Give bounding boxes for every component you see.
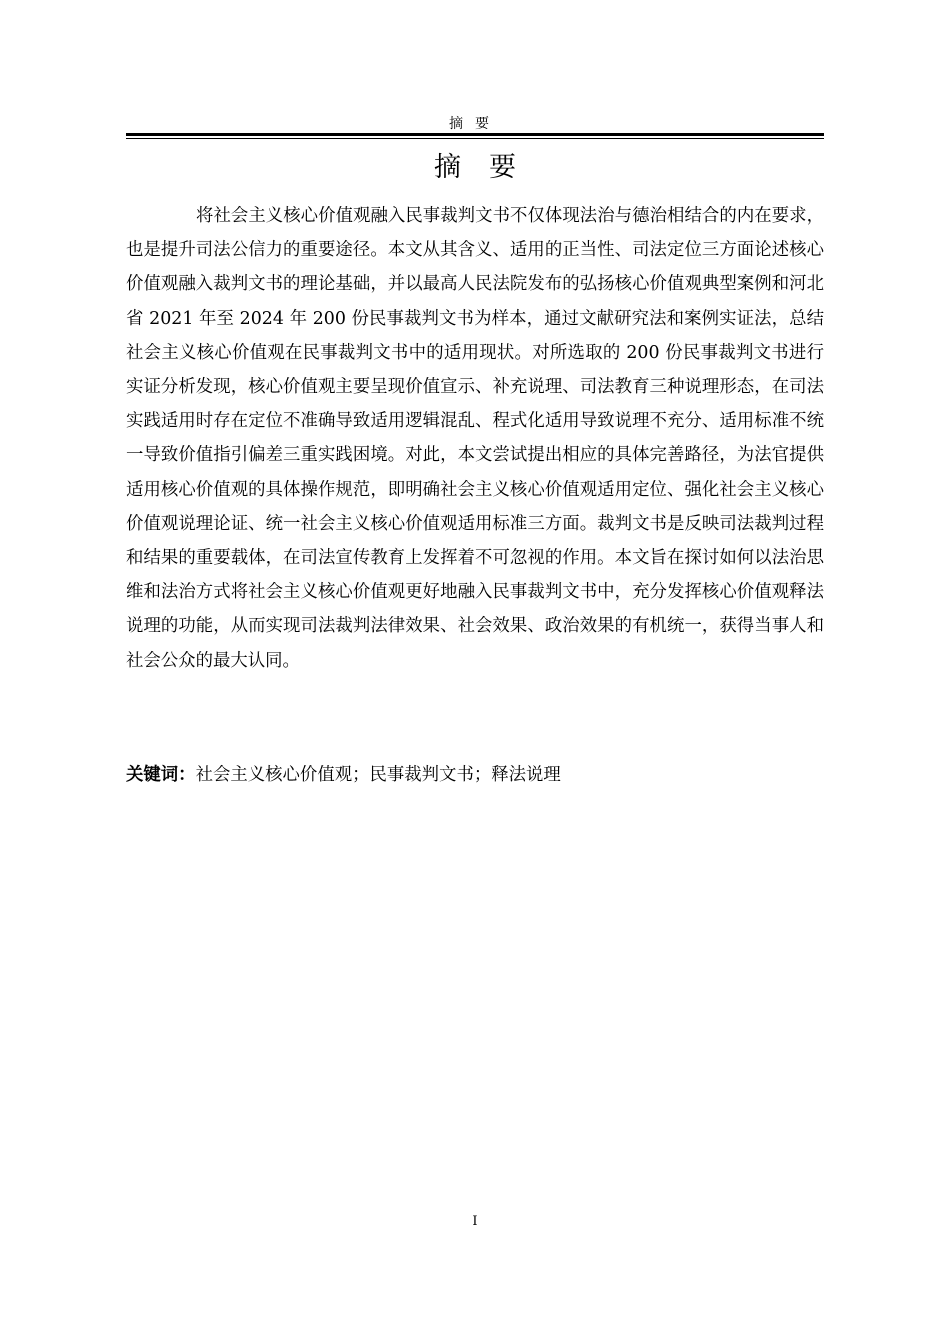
header-rule-thin — [126, 138, 824, 139]
abstract-body: 将社会主义核心价值观融入民事裁判文书不仅体现法治与德治相结合的内在要求，也是提升司法公信力的重要途径。本文从其含义、适用的正当性、司法定位三方面论述核心价值观融入裁判文书的理论基础，并以最高人民法院发布的弘扬核心价值观典型案例和河北省 2021 年至 2024 年 200 份民事裁判文书为样本，通过文献研究法和案例实证法，总结社会主义核心价值观在民事裁判文书中的适用现状。对所选取的 200 份民事裁判文书进行实证分析发现，核心价值观主要呈现价值宣示、补充说理、司法教育三种说理形态，在司法实践适用时存在定位不准确导致适用逻辑混乱、程式化适用导致说理不充分、适用标准不统一导致价值指引偏差三重实践困境。对此，本文尝试提出相应的具体完善路径，为法官提供适用核心价值观的具体操作规范，即明确社会主义核心价值观适用定位、强化社会主义核心价值观说理论证、统一社会主义核心价值观适用标准三方面。裁判文书是反映司法裁判过程和结果的重要载体，在司法宣传教育上发挥着不可忽视的作用。本文旨在探讨如何以法治思维和法治方式将社会主义核心价值观更好地融入民事裁判文书中，充分发挥核心价值观释法说理的功能，从而实现司法裁判法律效果、社会效果、政治效果的有机统一，获得当事人和社会公众的最大认同。 — [126, 206, 824, 671]
running-header: 摘要 — [449, 116, 501, 132]
keywords-label: 关键词： — [126, 765, 196, 785]
keywords-line — [126, 762, 824, 788]
page-number: I — [472, 1214, 478, 1229]
page-title: 摘要 — [434, 152, 544, 183]
header-rule-thick — [126, 133, 824, 136]
keywords-value: 社会主义核心价值观；民事裁判文书；释法说理 — [195, 765, 561, 785]
